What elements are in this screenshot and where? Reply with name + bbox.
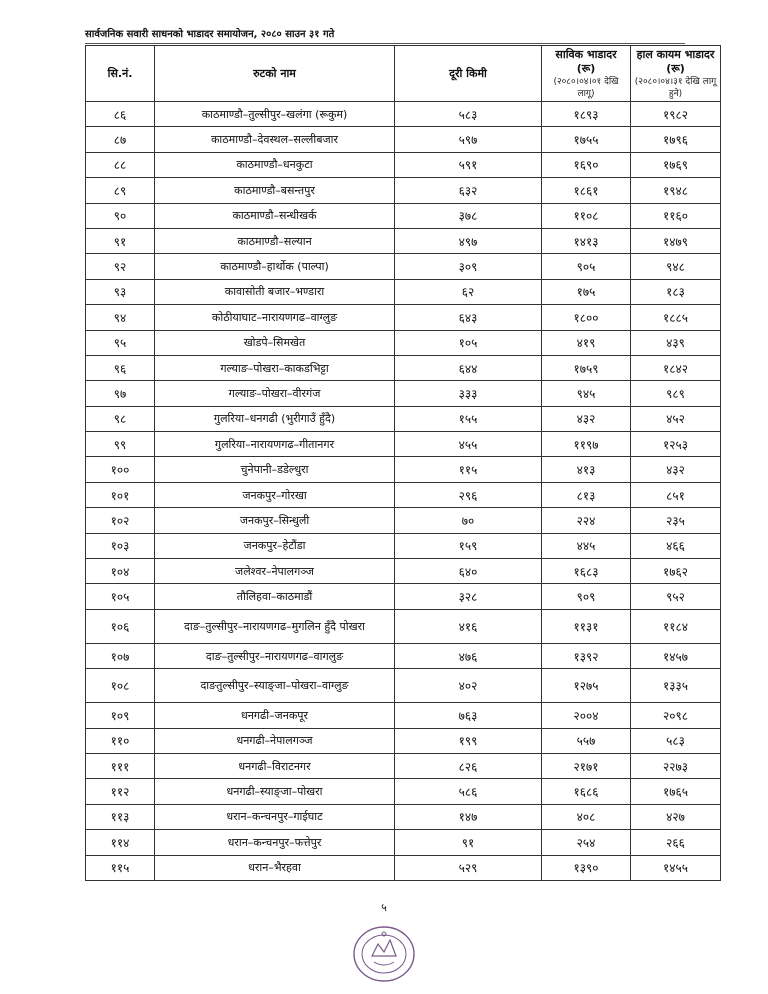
row-old-rate: १६८६ [542, 779, 631, 804]
col-old-rate-note: (२०८०।०४।०१ देखि लागू) [553, 76, 619, 99]
row-old-rate: १७५ [542, 279, 631, 304]
row-old-rate: ११३१ [542, 609, 631, 643]
row-new-rate: ८५१ [631, 482, 721, 507]
row-route: जनकपुर–हेटौंडा [155, 533, 395, 558]
row-sn: १०७ [86, 643, 155, 668]
row-old-rate: ९४५ [542, 381, 631, 406]
col-route: रुटको नाम [155, 46, 395, 102]
table-row [86, 254, 721, 279]
row-route: धनगढी–विराटनगर [155, 753, 395, 778]
row-old-rate: ९०९ [542, 584, 631, 609]
row-sn: १०२ [86, 508, 155, 533]
row-new-rate: २३५ [631, 508, 721, 533]
table-row [86, 753, 721, 778]
row-sn: ९४ [86, 305, 155, 330]
row-route: काठमाण्डौ–सल्यान [155, 228, 395, 253]
table-row [86, 305, 721, 330]
row-old-rate: ५५७ [542, 728, 631, 753]
row-route: जनकपुर–गोरखा [155, 482, 395, 507]
row-new-rate: ५८३ [631, 728, 721, 753]
row-distance: ८२६ [395, 753, 542, 778]
row-new-rate: ४५२ [631, 406, 721, 431]
row-new-rate: २०९८ [631, 703, 721, 728]
table-row [86, 457, 721, 482]
row-distance: ३७८ [395, 203, 542, 228]
row-distance: १४७ [395, 804, 542, 829]
row-new-rate: १२५३ [631, 432, 721, 457]
row-new-rate: १४५५ [631, 855, 721, 880]
row-new-rate: १७९६ [631, 127, 721, 152]
row-route: जनकपुर–सिन्धुली [155, 508, 395, 533]
row-route: कोठीयाघाट–नारायणगढ–वाग्लुङ [155, 305, 395, 330]
row-distance: १५५ [395, 406, 542, 431]
row-route: काठमाण्डौ–तुल्सीपुर–खलंगा (रूकुम) [155, 102, 395, 127]
page-header: सार्वजनिक सवारी साधनको भाडादर समायोजन, २०८० साउन ३१ गते [85, 29, 335, 40]
row-distance: ५९१ [395, 152, 542, 177]
row-sn: ८९ [86, 178, 155, 203]
row-new-rate: १८३ [631, 279, 721, 304]
row-new-rate: ४३९ [631, 330, 721, 355]
row-sn: ८६ [86, 102, 155, 127]
row-distance: ४१६ [395, 609, 542, 643]
row-route: धरान–भैरहवा [155, 855, 395, 880]
table-row [86, 643, 721, 668]
row-distance: १५९ [395, 533, 542, 558]
table-row [86, 381, 721, 406]
row-distance: ५२९ [395, 855, 542, 880]
row-distance: ४०२ [395, 669, 542, 703]
row-old-rate: २१७१ [542, 753, 631, 778]
row-new-rate: ११६० [631, 203, 721, 228]
row-route: धनगढी–जनकपूर [155, 703, 395, 728]
row-distance: ७६३ [395, 703, 542, 728]
table-row [86, 152, 721, 177]
row-old-rate: ४१९ [542, 330, 631, 355]
row-new-rate: ४२७ [631, 804, 721, 829]
row-distance: ६२ [395, 279, 542, 304]
row-route: दाङतुल्सीपुर–स्याङ्जा–पोखरा–वाग्लुङ [155, 669, 395, 703]
row-new-rate: ९५२ [631, 584, 721, 609]
row-route: धनगढी–स्याङ्जा–पोखरा [155, 779, 395, 804]
fare-table [85, 45, 721, 881]
row-new-rate: ४३२ [631, 457, 721, 482]
row-sn: ११४ [86, 830, 155, 855]
row-old-rate: १६९० [542, 152, 631, 177]
row-sn: ११२ [86, 779, 155, 804]
row-route: चुनेपानी–डडेल्धुरा [155, 457, 395, 482]
row-sn: ९५ [86, 330, 155, 355]
row-sn: ८८ [86, 152, 155, 177]
row-old-rate: १७५५ [542, 127, 631, 152]
row-distance: ५९७ [395, 127, 542, 152]
row-sn: ११५ [86, 855, 155, 880]
row-old-rate: ११९७ [542, 432, 631, 457]
row-route: खोडपे–सिमखेत [155, 330, 395, 355]
row-distance: ६४३ [395, 305, 542, 330]
row-sn: ९६ [86, 355, 155, 380]
table-row [86, 669, 721, 703]
table-row [86, 533, 721, 558]
row-old-rate: १३९० [542, 855, 631, 880]
table-row [86, 728, 721, 753]
row-route: गल्याङ–पोखरा–काकडभिट्टा [155, 355, 395, 380]
row-new-rate: १४७९ [631, 228, 721, 253]
row-old-rate: १८०० [542, 305, 631, 330]
table-row [86, 508, 721, 533]
table-row [86, 584, 721, 609]
row-distance: ५८३ [395, 102, 542, 127]
row-new-rate: १८८५ [631, 305, 721, 330]
row-sn: १०३ [86, 533, 155, 558]
row-old-rate: १८९३ [542, 102, 631, 127]
row-sn: ९० [86, 203, 155, 228]
row-sn: ८७ [86, 127, 155, 152]
row-distance: ६४४ [395, 355, 542, 380]
row-distance: ६४० [395, 559, 542, 584]
row-old-rate: ४४५ [542, 533, 631, 558]
row-distance: ४७६ [395, 643, 542, 668]
row-route: काठमाण्डौ–बसन्तपुर [155, 178, 395, 203]
row-sn: १०० [86, 457, 155, 482]
row-distance: ४९७ [395, 228, 542, 253]
row-sn: ११० [86, 728, 155, 753]
table-row [86, 482, 721, 507]
row-old-rate: २००४ [542, 703, 631, 728]
table-row [86, 406, 721, 431]
row-sn: ९७ [86, 381, 155, 406]
col-sn: सि.नं. [86, 46, 155, 102]
row-old-rate: २२४ [542, 508, 631, 533]
row-route: कावासोती बजार–भण्डारा [155, 279, 395, 304]
row-distance: २९६ [395, 482, 542, 507]
row-route: धरान–कन्चनपुर–फत्तेपुर [155, 830, 395, 855]
row-route: जलेश्वर–नेपालगञ्ज [155, 559, 395, 584]
row-sn: १०१ [86, 482, 155, 507]
row-sn: ९२ [86, 254, 155, 279]
row-route: काठमाण्डौ–धनकुटा [155, 152, 395, 177]
row-route: गुलरिया–नारायणगढ–गीतानगर [155, 432, 395, 457]
row-sn: १०८ [86, 669, 155, 703]
row-sn: ९१ [86, 228, 155, 253]
row-new-rate: ४६६ [631, 533, 721, 558]
row-sn: १०४ [86, 559, 155, 584]
row-distance: ५८६ [395, 779, 542, 804]
col-new-rate-note: (२०८०।०४।३१ देखि लागू हुने) [634, 76, 717, 99]
row-distance: ३३३ [395, 381, 542, 406]
table-row [86, 559, 721, 584]
row-new-rate: १९४८ [631, 178, 721, 203]
row-old-rate: ४३२ [542, 406, 631, 431]
row-distance: ३२८ [395, 584, 542, 609]
row-old-rate: १८६१ [542, 178, 631, 203]
table-row [86, 355, 721, 380]
row-route: गुलरिया–धनगढी (भुरीगाउँ हुँदै) [155, 406, 395, 431]
row-old-rate: ४१३ [542, 457, 631, 482]
row-old-rate: २५४ [542, 830, 631, 855]
row-old-rate: ४०८ [542, 804, 631, 829]
row-route: काठमाण्डौ–सन्धीखर्क [155, 203, 395, 228]
row-sn: ९३ [86, 279, 155, 304]
row-old-rate: ११०८ [542, 203, 631, 228]
table-row [86, 330, 721, 355]
row-distance: ३०९ [395, 254, 542, 279]
header-rule [85, 43, 685, 44]
row-new-rate: १७६९ [631, 152, 721, 177]
col-distance: दूरी किमी [395, 46, 542, 102]
table-row [86, 703, 721, 728]
table-row [86, 203, 721, 228]
table-row [86, 804, 721, 829]
row-new-rate: ९८९ [631, 381, 721, 406]
table-row [86, 830, 721, 855]
row-distance: १९९ [395, 728, 542, 753]
row-route: दाङ–तुल्सीपुर–नारायणगढ–वागलुङ [155, 643, 395, 668]
row-old-rate: ८१३ [542, 482, 631, 507]
col-old-rate: साविक भाडादर (रू) (२०८०।०४।०१ देखि लागू) [542, 46, 631, 102]
row-new-rate: १९८२ [631, 102, 721, 127]
row-sn: ११३ [86, 804, 155, 829]
table-row [86, 855, 721, 880]
col-new-rate: हाल कायम भाडादर (रू) (२०८०।०४।३१ देखि लागू हुने) [631, 46, 721, 102]
row-new-rate: १८४२ [631, 355, 721, 380]
row-route: धनगढी–नेपालगञ्ज [155, 728, 395, 753]
table-header-row [86, 46, 721, 102]
row-distance: ४५५ [395, 432, 542, 457]
row-route: काठमाण्डौ–हार्थोक (पाल्पा) [155, 254, 395, 279]
row-old-rate: १२७५ [542, 669, 631, 703]
row-sn: १११ [86, 753, 155, 778]
table-row [86, 178, 721, 203]
row-route: गल्याङ–पोखरा–वीरगंज [155, 381, 395, 406]
table-row [86, 102, 721, 127]
row-route: धरान–कन्चनपुर–गाईघाट [155, 804, 395, 829]
row-distance: ६३२ [395, 178, 542, 203]
table-row [86, 779, 721, 804]
row-distance: ७० [395, 508, 542, 533]
row-route: तौलिहवा–काठमाडौं [155, 584, 395, 609]
table-row [86, 279, 721, 304]
row-distance: ११५ [395, 457, 542, 482]
table-row [86, 127, 721, 152]
row-new-rate: १३३५ [631, 669, 721, 703]
row-distance: ९१ [395, 830, 542, 855]
row-sn: १०६ [86, 609, 155, 643]
row-new-rate: १४५७ [631, 643, 721, 668]
row-old-rate: ९०५ [542, 254, 631, 279]
row-route: काठमाण्डौ–देवस्थल–सल्लीबजार [155, 127, 395, 152]
row-new-rate: २६६ [631, 830, 721, 855]
row-distance: १०५ [395, 330, 542, 355]
table-row [86, 609, 721, 643]
table-row [86, 228, 721, 253]
row-new-rate: ११८४ [631, 609, 721, 643]
official-seal-icon [338, 910, 430, 986]
row-sn: ९८ [86, 406, 155, 431]
row-old-rate: १६८३ [542, 559, 631, 584]
row-old-rate: १३९२ [542, 643, 631, 668]
row-new-rate: १७६५ [631, 779, 721, 804]
row-route: दाङ–तुल्सीपुर–नारायणगढ–मुगलिन हुँदै पोखरा [155, 609, 395, 643]
row-new-rate: २२७३ [631, 753, 721, 778]
row-sn: १०५ [86, 584, 155, 609]
page-number: ५ [381, 901, 387, 914]
row-sn: ९९ [86, 432, 155, 457]
row-new-rate: ९४८ [631, 254, 721, 279]
table-row [86, 432, 721, 457]
row-old-rate: १७५९ [542, 355, 631, 380]
row-sn: १०९ [86, 703, 155, 728]
row-new-rate: १७६२ [631, 559, 721, 584]
row-old-rate: १४१३ [542, 228, 631, 253]
